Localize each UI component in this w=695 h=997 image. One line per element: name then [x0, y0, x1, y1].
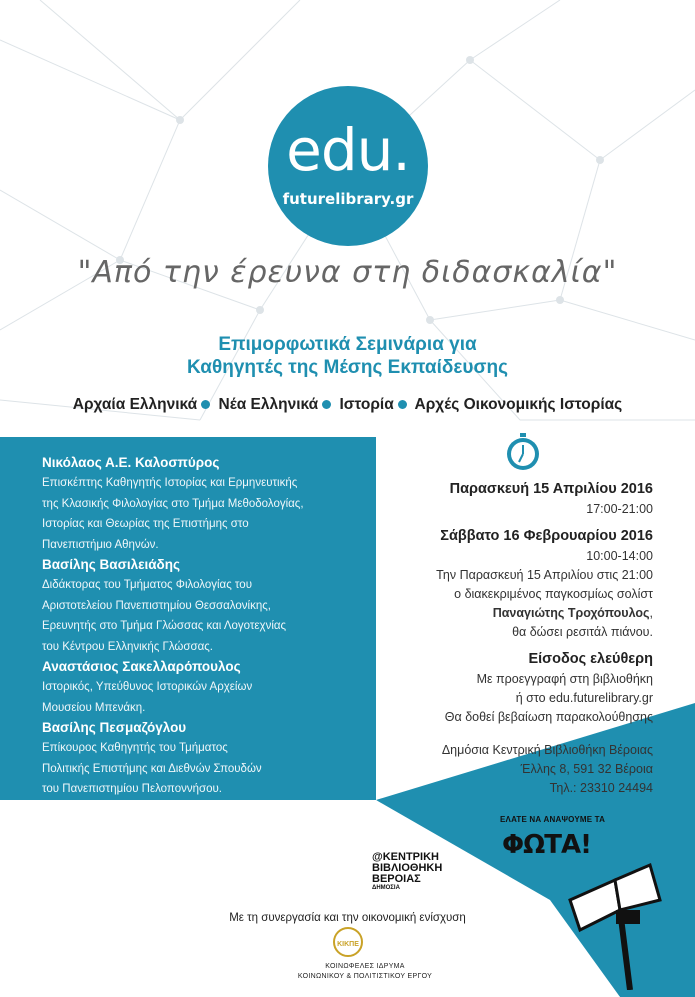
speaker-bio-line: Αριστοτελείου Πανεπιστημίου Θεσσαλονίκης, [42, 599, 271, 612]
tagline: "Από την έρευνα στη διδασκαλία" [77, 255, 618, 290]
speaker-name: Νικόλαος Α.Ε. Καλοσπύρος [42, 455, 220, 470]
subject-item: Αρχές Οικονομικής Ιστορίας [414, 396, 623, 413]
speaker-bio-line: Πολιτικής Επιστήμης και Διεθνών Σπουδών [42, 762, 262, 775]
speaker-bio-line: Ιστορίας και Θεωρίας της Επιστήμης στο [42, 518, 249, 530]
clock-icon [505, 432, 541, 472]
performer-name: Παναγιώτης Τροχόπουλος [492, 606, 650, 620]
speaker-entry [42, 453, 372, 555]
speaker-bio-line: της Κλασικής Φιλολογίας στο Τμήμα Μεθοδολογίας, [42, 497, 304, 510]
library-at-sign: @ [372, 851, 383, 863]
date-2: Σάββατο 16 Φεβρουαρίου 2016 [440, 528, 653, 544]
entry-line: Θα δοθεί βεβαίωση παρακολούθησης [444, 710, 653, 724]
event-info [353, 478, 653, 798]
logo-main-text: edu. [286, 116, 410, 184]
speaker-bio-line: Ερευνητής στο Τμήμα Γλώσσας και Λογοτεχνίας [42, 620, 287, 632]
kikpe-mark: ΚΙΚΠΕ [337, 941, 359, 948]
future-library-line: Library [300, 888, 330, 899]
venue-name: Δημόσια Κεντρική Βιβλιοθήκη Βέροιας [441, 743, 653, 757]
recital-line: ο διακεκριμένος παγκοσμίως σολίστ [454, 587, 653, 601]
title-line-1: Επιμορφωτικά Σεμινάρια για [218, 334, 477, 355]
kikpe-line: ΚΟΙΝΩΝΙΚΟΥ & ΠΟΛΙΤΙΣΤΙΚΟΥ ΕΡΓΟΥ [297, 973, 433, 980]
subject-item: Ιστορία [339, 396, 394, 413]
fotia-logo-text: ΦΩΤΑ! [502, 830, 591, 860]
entry-line: ή στο edu.futurelibrary.gr [515, 691, 653, 705]
fotia-heading: ΕΛΑΤΕ ΝΑ ΑΝΑΨΟΥΜΕ ΤΑ [500, 815, 606, 824]
speaker-bio-line: Ιστορικός, Υπεύθυνος Ιστορικών Αρχείων [42, 681, 253, 693]
speaker-bio-line: Πανεπιστήμιο Αθηνών. [42, 538, 159, 551]
recital-performer [353, 604, 653, 623]
kikpe-line: ΚΟΙΝΩΦΕΛΕΣ ΙΔΡΥΜΑ [325, 963, 405, 970]
time-1: 17:00-21:00 [586, 502, 653, 516]
speakers-list [42, 453, 372, 800]
date-1: Παρασκευή 15 Απριλίου 2016 [449, 481, 653, 497]
speaker-bio-line: Μουσείου Μπενάκη. [42, 701, 146, 714]
venue-phone: Τηλ.: 23310 24494 [549, 781, 653, 795]
entry-heading: Είσοδος ελεύθερη [528, 651, 653, 667]
speaker-entry [42, 657, 372, 718]
speaker-name: Βασίλης Πεσμαζόγλου [42, 720, 187, 735]
recital-comma: , [649, 606, 653, 620]
time-2: 10:00-14:00 [586, 549, 653, 563]
subject-item: Νέα Ελληνικά [218, 396, 319, 413]
recital-line: Την Παρασκευή 15 Απριλίου στις 21:00 [436, 568, 653, 582]
future-library-line: Future [301, 877, 330, 888]
speaker-name: Βασίλης Βασιλειάδης [42, 557, 181, 572]
logo-sub-text: futurelibrary.gr [282, 190, 414, 208]
speaker-bio-line: Διδάκτορας του Τμήματος Φιλολογίας του [42, 579, 252, 591]
speaker-bio-line: Επίκουρος Καθηγητής του Τμήματος [42, 742, 228, 754]
book-lamp-icon [560, 860, 680, 990]
subject-item: Αρχαία Ελληνικά [72, 396, 198, 413]
library-logo-text [372, 852, 442, 892]
library-logo-side: ΔΗΜΟΣΙΑ [372, 885, 400, 891]
speaker-bio-line: του Κέντρου Ελληνικής Γλώσσας. [42, 640, 213, 653]
entry-line: Με προεγγραφή στη βιβλιοθήκη [476, 672, 653, 686]
speaker-entry [42, 555, 372, 657]
collaboration-text: Με τη συνεργασία και την οικονομική ενίσχυση [229, 912, 466, 924]
title-line-2: Καθηγητές της Μέσης Εκπαίδευσης [187, 357, 508, 378]
library-logo-line: ΒΙΒΛΙΟΘΗΚΗ [372, 862, 443, 874]
speaker-name: Αναστάσιος Σακελλαρόπουλος [42, 659, 241, 674]
speaker-entry [42, 718, 372, 800]
kikpe-logo-icon [333, 926, 363, 958]
library-logo-line: ΒΕΡΟΙΑΣ [372, 873, 421, 885]
speaker-bio-line: του Πανεπιστημίου Πελοποννήσου. [42, 783, 222, 795]
library-logo-line: ΚΕΝΤΡΙΚΗ [382, 851, 439, 863]
venue-address: Έλλης 8, 591 32 Βέροια [520, 762, 653, 776]
kikpe-text [290, 962, 440, 982]
future-library-text [300, 877, 329, 899]
speaker-bio-line: Επισκέπτης Καθηγητής Ιστορίας και Ερμηνευτικής [42, 477, 298, 489]
recital-line: θα δώσει ρεσιτάλ πιάνου. [512, 625, 653, 639]
constellation-icon [238, 826, 358, 896]
